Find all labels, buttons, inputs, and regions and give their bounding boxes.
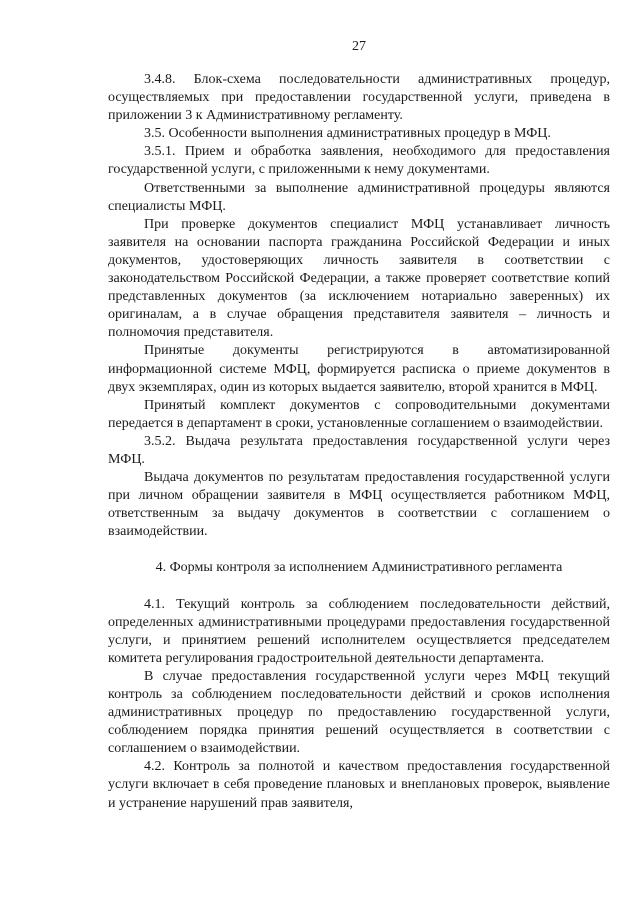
paragraph-3-5: 3.5. Особенности выполнения административных процедур в МФЦ. — [144, 126, 551, 142]
paragraph-3-5-1: 3.5.1. Прием и обработка заявления, необходимого для предоставления государственной услуги, с приложенными к нему документами. — [108, 144, 610, 178]
page-number: 27 — [352, 39, 366, 54]
paragraph-registration: Принятые документы регистрируются в автоматизированной информационной системе МФЦ, формируется расписка о приеме документов в двух экземплярах, один из которых выдается заявителю, второй хранится в МФЦ. — [108, 343, 610, 395]
paragraph-mfc-control: В случае предоставления государственной услуги через МФЦ текущий контроль за соблюдением последовательности действий и сроков исполнения административных процедур по предоставлению государственной услуги, соблюдением порядка принятия решений осуществляется в соответствии с соглашением о взаимодействии. — [108, 668, 610, 757]
spacer — [108, 541, 610, 559]
paragraph-document-check: При проверке документов специалист МФЦ устанавливает личность заявителя на основании паспорта гражданина Российской Федерации и иных документов, удостоверяющих личность заявителя в соответствии с законодательством Российской Федерации, а также проверяет соответствие копий представленных документов (за исключением нотариально заверенных) их оригиналам, а в случае обращения представителя заявителя – личность и полномочия представителя. — [108, 216, 610, 341]
paragraph-4-2: 4.2. Контроль за полнотой и качеством предоставления государственной услуги включает в себя проведение плановых и внеплановых проверок, выявление и устранение нарушений прав заявителя, — [108, 759, 610, 811]
paragraph-3-4-8: 3.4.8. Блок-схема последовательности административных процедур, осуществляемых при предоставлении государственной услуги, приведена в приложении 3 к Административному регламенту. — [108, 72, 610, 124]
paragraph-issuance: Выдача документов по результатам предоставления государственной услуги при личном обращении заявителя в МФЦ осуществляется работником МФЦ, ответственным за выдачу документов в соответствии с соглашением о взаимодействии. — [108, 470, 610, 540]
paragraph-transfer: Принятый комплект документов с сопроводительными документами передается в департамент в сроки, установленные соглашением о взаимодействии. — [108, 397, 610, 431]
paragraph-3-5-2: 3.5.2. Выдача результата предоставления государственной услуги через МФЦ. — [108, 433, 610, 467]
paragraph-responsible: Ответственными за выполнение административной процедуры являются специалисты МФЦ. — [108, 180, 610, 214]
spacer — [108, 578, 610, 596]
section-heading: 4. Формы контроля за исполнением Административного регламента — [155, 560, 563, 576]
paragraph-4-1: 4.1. Текущий контроль за соблюдением последовательности действий, определенных административными процедурами предоставления государственной услуги, и принятием решений исполнителем осуществляется председателем комитета регулирования градостроительной деятельности департамента. — [108, 596, 610, 666]
